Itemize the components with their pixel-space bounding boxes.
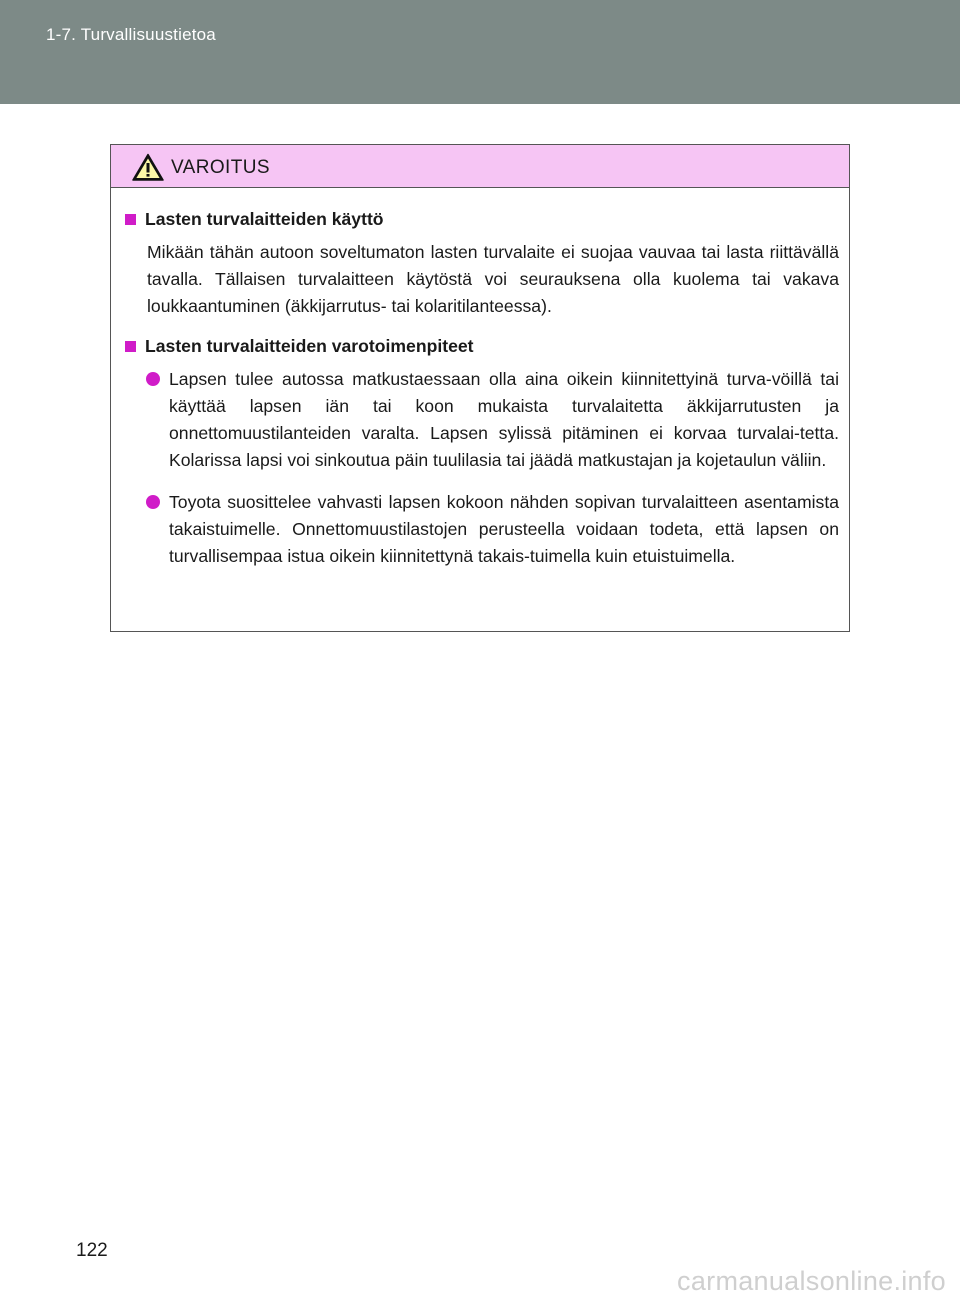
warning-header: [111, 145, 849, 188]
watermark: carmanualsonline.info: [677, 1266, 946, 1296]
section-title: 1-7. Turvallisuustietoa: [46, 25, 216, 44]
sub-heading-text: Lasten turvalaitteiden käyttö: [145, 209, 384, 229]
header-band: [0, 0, 960, 104]
list-item-text: Lapsen tulee autossa matkustaessaan olla aina oikein kiinnitettyinä turva-vöillä tai käyttää lapsen iän tai koon mukaista turvalaitetta äkkijarrutusten ja onnettomuustilanteiden varalta. Lapsen sylissä pitäminen ei korvaa turvalai-tetta. Kolarissa lapsi voi sinkoutua päin tuulilasia tai jäädä matkustajan ja kojetaulun väliin.: [169, 369, 839, 470]
warning-body: [111, 188, 849, 570]
sub-heading-text: Lasten turvalaitteiden varotoimenpiteet: [145, 336, 474, 356]
warning-triangle-icon: [132, 153, 164, 181]
warning-box: [110, 144, 850, 632]
warning-title: VAROITUS: [171, 157, 270, 178]
sub-heading: [125, 206, 839, 233]
list-item-text: Toyota suosittelee vahvasti lapsen kokoon nähden sopivan turvalaitteen asentamista takaistuimelle. Onnettomuustilastojen perusteella voidaan todeta, että lapsen on turvallisempaa istua oikein kiinnitettynä takais-tuimella kuin etuistuimella.: [169, 492, 839, 566]
list-item: [169, 366, 839, 474]
sub-heading: [125, 333, 839, 360]
paragraph: Mikään tähän autoon soveltumaton lasten turvalaite ei suojaa vauvaa tai lasta riittävällä tavalla. Tällaisen turvalaitteen käytöstä voi seurauksena olla kuolema tai vakava loukkaantuminen (äkkijarrutus- tai kolaritilanteessa).: [147, 242, 839, 316]
square-bullet-icon: [125, 341, 136, 352]
page-number: 122: [76, 1240, 108, 1261]
round-bullet-icon: [146, 495, 160, 509]
list-item: [169, 489, 839, 570]
round-bullet-icon: [146, 372, 160, 386]
square-bullet-icon: [125, 214, 136, 225]
